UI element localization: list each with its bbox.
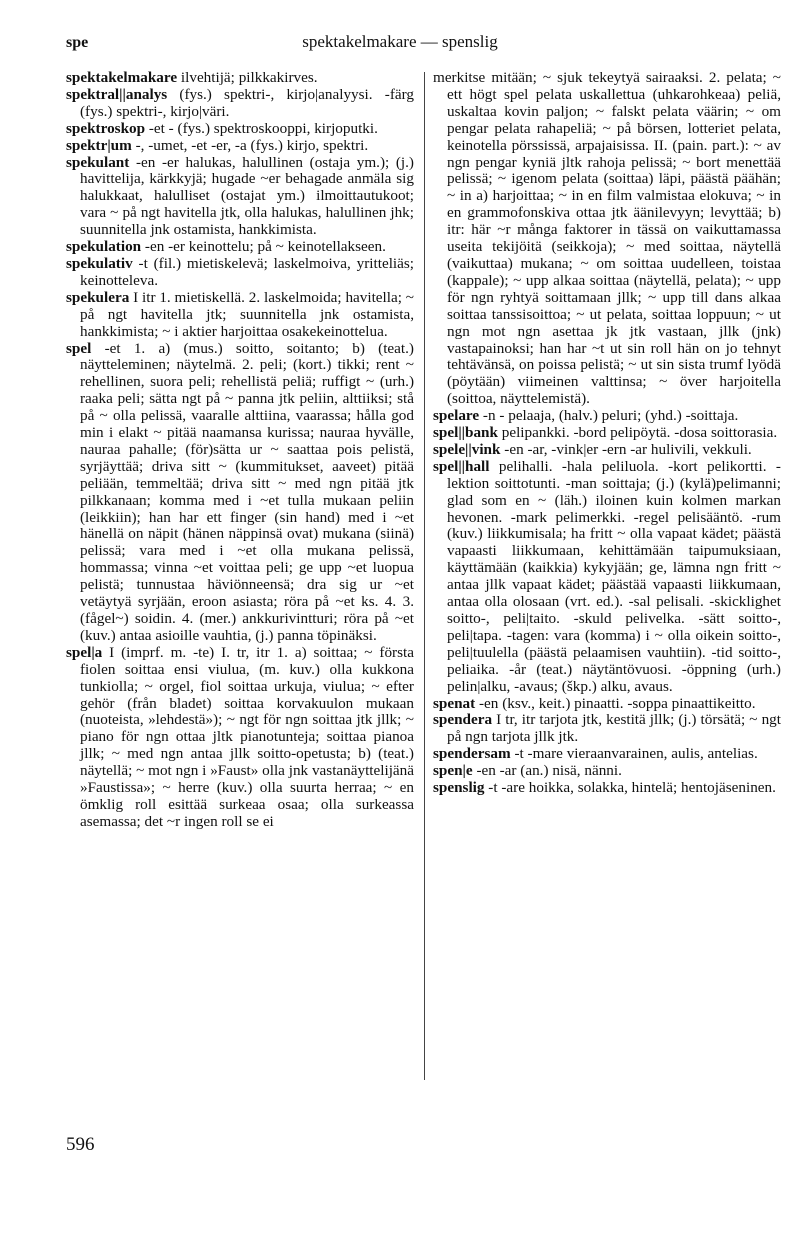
headword: spen|e xyxy=(433,762,473,780)
dictionary-entry xyxy=(66,121,414,138)
headword: spendersam xyxy=(433,745,511,763)
dictionary-entry xyxy=(433,425,781,442)
dictionary-entry xyxy=(66,645,414,831)
dictionary-entry xyxy=(433,459,781,696)
entry-definition: pelihalli. -hala peliluola. -kort pelikortti. -lektion soittotunti. -man soittaja; (j.) (kylä)pelimanni; glad som en ~ (läh.) iloinen kuin kolmen markan hevonen. -mark pelimerkki. -regel pelisääntö. -rum (kuv.) liikkumisala; ha fritt ~ olla vapaat kädet; päästä vapaasti liikkumaan, kehittämään taipumuksiaan, käyttämään (kaikkia) kykyjään; ge, lämna ngn fritt ~ antaa jllk vapaat kädet; päästää vapaasti liikkumaan, antaa olla olosaan (vrt. ed.). -sal pelisali. -skicklighet soitto-, peli|taito. -skuld pelivelka. -sätt soitto-, peli|tapa. -tagen: vara (komma) i ~ olla oikein soitto-, peli|tuulella (päästä pelaamisen vauhtiin). -tid soitto-, peliaika. -år (teat.) näytäntövuosi. -öppning (urh.) pelin|alku, -avaus; (škp.) alku, avaus. xyxy=(447,457,781,695)
entry-definition: -en -er halukas, halullinen (ostaja ym.); (j.) havittelija, kärkkyjä; hugade ~er behagade anmäla sig halukkaat, halulliset (ostajat ym.) ilmoittautukoot; vara ~ på ngt havitella jtk, olla halukas, halullinen jhk; suunnitella jnk ostamista, hankkimista. xyxy=(80,153,414,239)
entry-definition: -en -er keinottelu; på ~ keinotellakseen. xyxy=(141,238,386,256)
entry-definition: I tr, itr tarjota jtk, kestitä jllk; (j.) törsätä; ~ ngt på ngn tarjota jllk jtk. xyxy=(447,711,781,746)
dictionary-entry xyxy=(66,341,414,645)
right-column xyxy=(433,70,781,797)
entry-definition: I (imprf. m. -te) I. tr, itr 1. a) soittaa; ~ första fiolen soittaa ensi viulua, (m. kuv.) olla kukkona tunkiolla; ~ orgel, fiol soittaa urkuja, viulua; ~ efter gehör (från bladet) soittaa korvakuulon mukaan (nuoteista, »lehdestä»); ~ ngt för ngn soittaa jtk jllk; ~ piano för ngn ottaa jltk pianotunteja; soittaa pianoa jllk; ~ med ngn antaa jllk soitto-opetusta; b) (teat.) näytellä; ~ mot ngn i »Faust» olla jnk vastanäyttelijänä »Faustissa»; ~ herre (kuv.) olla suurta herraa; ~ en ömklig roll esittää surkeaa osaa; olla surkeassa asemassa; det ~r ingen roll se ei xyxy=(80,643,414,830)
headword: spekulativ xyxy=(66,254,133,272)
dictionary-entry xyxy=(66,256,414,290)
entry-definition: -n - pelaaja, (halv.) peluri; (yhd.) -soittaja. xyxy=(479,407,739,425)
guide-word: spe xyxy=(66,34,89,51)
dictionary-entry xyxy=(66,239,414,256)
entry-definition: ilvehtijä; pilkkakirves. xyxy=(177,69,318,86)
headword: spektr|um xyxy=(66,136,132,154)
entry-definition: merkitse mitään; ~ sjuk tekeytyä sairaaksi. 2. pelata; ~ ett högt spel pelata uskallettua (uhkarohkeaa) peliä, uskaltaa kovin paljon; ~ falskt pelata väärin; ~ om pengar pelata rahapeliä; ~ på börsen, lotteriet pelata, keinotella pörssissä, arpajaisissa. II. (pain. part.): ~ av ngn pengar kyniä jltk rahoja pelissä; ~ bort menettää pelissä; ~ igenom pelata (soittaa) läpi, päästä päähän; ~ in a) harjoittaa; ~ in en film valmistaa elokuva; ~ in en grammofonskiva ottaa jtk äänilevyyn; levyttää; b) itr: här ~r många faktorer in tässä on vaikuttamassa useita tekijöitä (seikkoja); ~ med soittaa, näytellä (vaikuttaa) mukana; ~ om soittaa uudelleen, toistaa (kappale); ~ upp alkaa soittaa (näytellä, pelata); ~ upp för ngn ryhtyä soittamaan jllk; ~ upp till dans alkaa soittaa tanssisoittoa; ~ ut pelata, soittaa loppuun; ~ ut ngn mot ngn asettaa jk jtk vastaan, jllk (jnk) vastapainoksi; han har ~t ut sin roll hän on jo tehnyt tehtävänsä, on poissa pelistä; ~ ut sin sista trumf lyödä (pöytään) viimeinen valttinsa; ~ över harjoitella (soittoa, näyttelemistä). xyxy=(433,69,781,408)
dictionary-entry xyxy=(66,155,414,240)
dictionary-entry xyxy=(66,87,414,121)
left-column xyxy=(66,70,414,831)
entry-definition: -en (ksv., keit.) pinaatti. -soppa pinaattikeitto. xyxy=(475,694,756,712)
headword: spel||hall xyxy=(433,457,490,475)
page-number: 596 xyxy=(66,1134,95,1155)
entry-definition: -en -ar (an.) nisä, nänni. xyxy=(472,762,622,780)
headword: spektral||analys xyxy=(66,85,168,103)
headword: spendera xyxy=(433,711,493,729)
dictionary-entry xyxy=(66,290,414,341)
column-divider xyxy=(424,72,425,1080)
headword: spenat xyxy=(433,694,476,712)
entry-definition: (fys.) spektri-, kirjo|analyysi. -färg (fys.) spektri-, kirjo|väri. xyxy=(80,85,414,120)
headword: spel||bank xyxy=(433,424,498,442)
entry-definition: -t (fil.) mietiskelevä; laskelmoiva, yritteliäs; keinotteleva. xyxy=(80,254,414,289)
dictionary-entry xyxy=(66,138,414,155)
dictionary-entry xyxy=(433,763,781,780)
dictionary-entry xyxy=(433,70,781,408)
entry-definition: -t -are hoikka, solakka, hintelä; hentojäseninen. xyxy=(484,779,776,797)
headword: spekulant xyxy=(66,153,130,171)
headword: spele||vink xyxy=(433,440,501,458)
headword: spekulation xyxy=(66,238,142,256)
headword: spekulera xyxy=(66,288,130,306)
entry-definition: pelipankki. -bord pelipöytä. -dosa soittorasia. xyxy=(497,424,778,442)
entry-definition: -t -mare vieraanvarainen, aulis, antelias. xyxy=(510,745,758,763)
headword: spektroskop xyxy=(66,119,146,137)
headword: spel xyxy=(66,339,92,357)
dictionary-entry xyxy=(66,70,414,87)
headword: spektakelmakare xyxy=(66,69,178,86)
entry-definition: I itr 1. mietiskellä. 2. laskelmoida; havitella; ~ på ngt havitella jtk; suunnitella jnk ostamista, hankkimista; ~ i aktier harjoittaa osakekeinottelua. xyxy=(80,288,414,340)
running-title: spektakelmakare — spenslig xyxy=(302,32,498,51)
dictionary-entry xyxy=(433,408,781,425)
headword: spel|a xyxy=(66,643,103,661)
dictionary-entry xyxy=(433,712,781,746)
dictionary-entry xyxy=(433,746,781,763)
entry-definition: -en -ar, -vink|er -ern -ar hulivili, vekkuli. xyxy=(500,440,752,458)
headword: spenslig xyxy=(433,779,485,797)
entry-definition: -et - (fys.) spektroskooppi, kirjoputki. xyxy=(145,119,378,137)
dictionary-entry xyxy=(433,696,781,713)
headword: spelare xyxy=(433,407,480,425)
entry-definition: -et 1. a) (mus.) soitto, soitanto; b) (teat.) näytteleminen; näytelmä. 2. peli; (kort.) tikki; rent ~ rehellinen, suora peli; rehellistä peliä; ruffigt ~ (urh.) raaka peli; sätta ngt på ~ panna jtk peliin, alttiiksi; stå på ~ olla pelissä, vaaralle alttiina, vaarassa; hålla god min i elakt ~ pitää naamansa kurissa; nauraa hyvälle, nauraa pahalle; (för)sätta ur ~ saattaa pois pelistä, syrjäyttää; driva sitt ~ (kummitukset, aaveet) pitää peliään, temmeltää; driva sitt ~ med ngn pitää jtk pilkkanaan; komma med i ~et tulla mukaan peliin (leikkiin); han har ett finger (sin hand) med i ~et hänellä on näpit (hänen näppinsä ovat) mukana (siinä) pelissä; vara med i ~et olla mukana pelissä, hommassa; vinna ~et voittaa peli; ge upp ~et luopua pelistä; tunnustaa häviönneensä; dra sig ur ~et vetäytyä syrjään, eroon asiasta; röra på ~et ks. 4. 3. (fågel~) soidin. 4. (mer.) ankkurivintturi; röra på ~et (kuv.) antaa asioille vauhtia, (j.) panna töpinäksi. xyxy=(80,339,414,644)
dictionary-entry xyxy=(433,442,781,459)
entry-definition: -, -umet, -et -er, -a (fys.) kirjo, spektri. xyxy=(131,136,369,154)
dictionary-entry xyxy=(433,780,781,797)
